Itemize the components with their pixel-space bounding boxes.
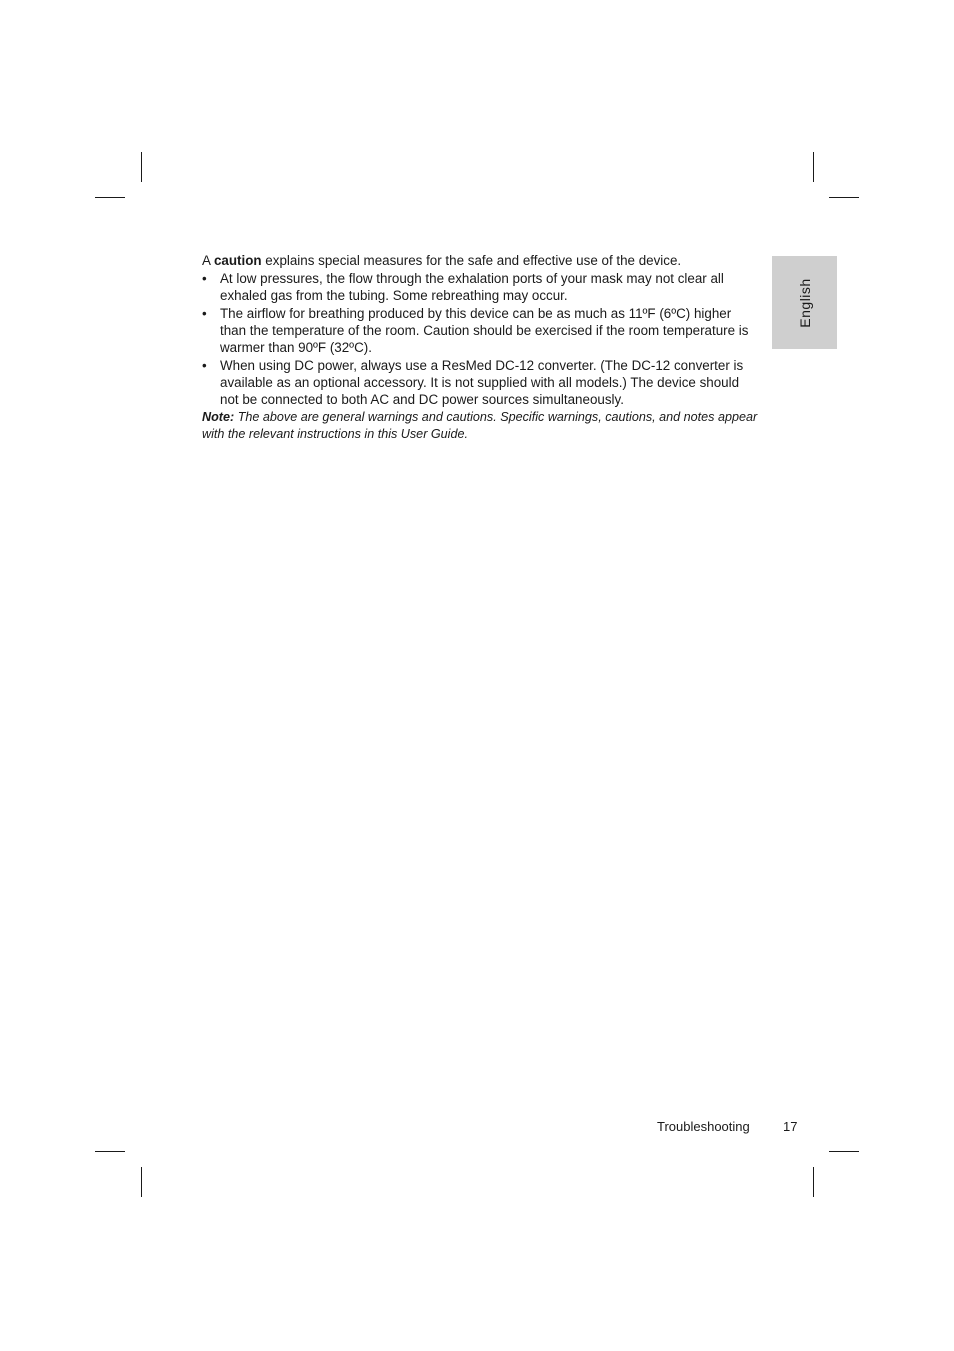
note-paragraph [202,409,758,443]
caution-list [202,270,758,408]
caution-term: caution [213,253,262,268]
note-text: The above are general warnings and cautions. Specific warnings, cautions, and notes appear with the relevant instructions in this User Guide. [202,410,758,441]
language-tab-label: English [796,277,813,328]
bullet-marker: • [202,271,207,286]
list-item [202,357,758,408]
list-item-text: When using DC power, always use a ResMed DC-12 converter. (The DC-12 converter is available as an optional accessory. It is not supplied with all models.) The device should not be connected to both AC and DC power sources simultaneously. [220,358,744,407]
caution-section [202,252,758,443]
crop-mark-bottom-right-vertical [813,1167,814,1197]
crop-mark-bottom-right-horizontal [829,1151,859,1152]
crop-mark-top-right-horizontal [829,197,859,198]
intro-prefix: A [202,253,211,268]
footer-section-title: Troubleshooting [657,1119,750,1134]
bullet-marker: • [202,358,207,373]
crop-mark-top-left-vertical [141,152,142,182]
crop-mark-top-right-vertical [813,152,814,182]
list-item [202,270,758,304]
page-number: 17 [783,1119,798,1134]
list-item-text: At low pressures, the flow through the exhalation ports of your mask may not clear all exhaled gas from the tubing. Some rebreathing may occur. [220,271,724,303]
crop-mark-bottom-left-horizontal [95,1151,125,1152]
caution-intro [202,252,758,269]
crop-mark-bottom-left-vertical [141,1167,142,1197]
language-side-tab [772,256,837,349]
crop-mark-top-left-horizontal [95,197,125,198]
list-item-text: The airflow for breathing produced by this device can be as much as 11ºF (6ºC) higher than the temperature of the room. Caution should be exercised if the room temperature is warmer than 90ºF (32ºC). [220,306,749,355]
intro-text: explains special measures for the safe and effective use of the device. [265,253,682,268]
list-item [202,305,758,356]
bullet-marker: • [202,306,207,321]
note-label: Note: [202,410,235,424]
